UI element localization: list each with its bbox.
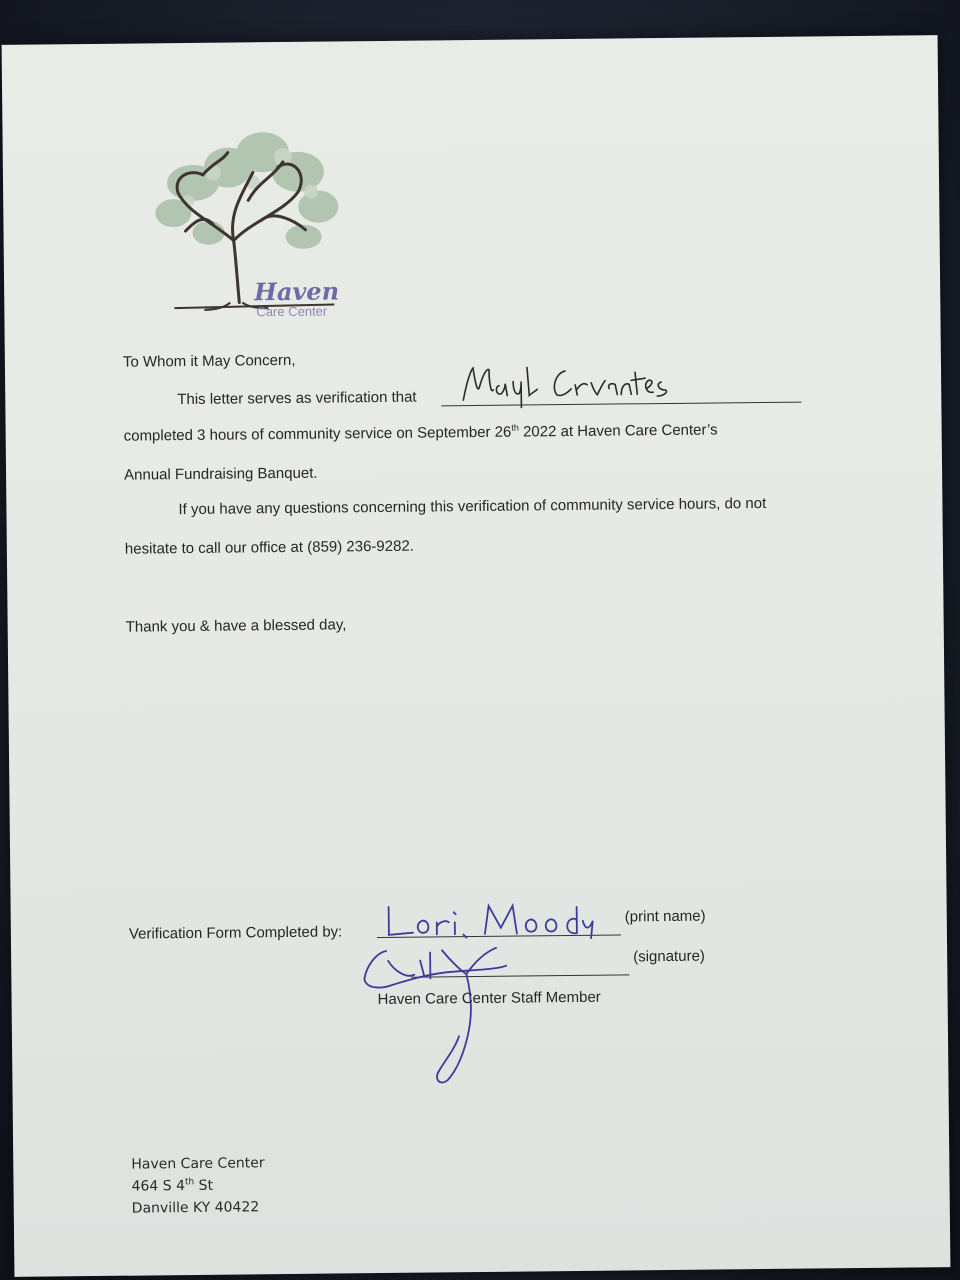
- service-text-b: 2022 at Haven Care Center’s: [518, 421, 718, 441]
- logo-wordmark: Haven: [254, 276, 340, 307]
- service-text-a: completed 3 hours of community service on September 26: [123, 423, 512, 445]
- verification-intro: This letter serves as verification that: [177, 388, 417, 409]
- letter-page: [2, 35, 951, 1277]
- service-event: Annual Fundraising Banquet.: [123, 464, 318, 484]
- address-org: Haven Care Center: [131, 1155, 265, 1173]
- staff-role: Haven Care Center Staff Member: [377, 988, 601, 1009]
- address-street-number: 464 S 4: [131, 1178, 186, 1195]
- service-date-suffix: th: [511, 422, 519, 433]
- volunteer-name-handwriting: [455, 358, 696, 416]
- questions-line: If you have any questions concerning this verification of community service hours, do not: [178, 494, 767, 519]
- completed-by-label: Verification Form Completed by:: [128, 923, 343, 943]
- address-street-suffix: th: [184, 1177, 195, 1188]
- logo-subtitle: Care Center: [256, 303, 328, 320]
- footer-address: [131, 1152, 265, 1219]
- salutation: To Whom it May Concern,: [122, 351, 296, 371]
- closing: Thank you & have a blessed day,: [125, 616, 347, 636]
- address-city: Danville KY 40422: [131, 1199, 260, 1217]
- staff-signature-handwriting: [346, 929, 548, 1101]
- print-name-label: (print name): [624, 907, 706, 926]
- phone-line: hesitate to call our office at (859) 236-9282.: [124, 537, 415, 558]
- address-street: [131, 1174, 265, 1197]
- service-details-line: [124, 421, 718, 444]
- address-street-name: St: [194, 1177, 214, 1194]
- signature-label: (signature): [633, 947, 705, 966]
